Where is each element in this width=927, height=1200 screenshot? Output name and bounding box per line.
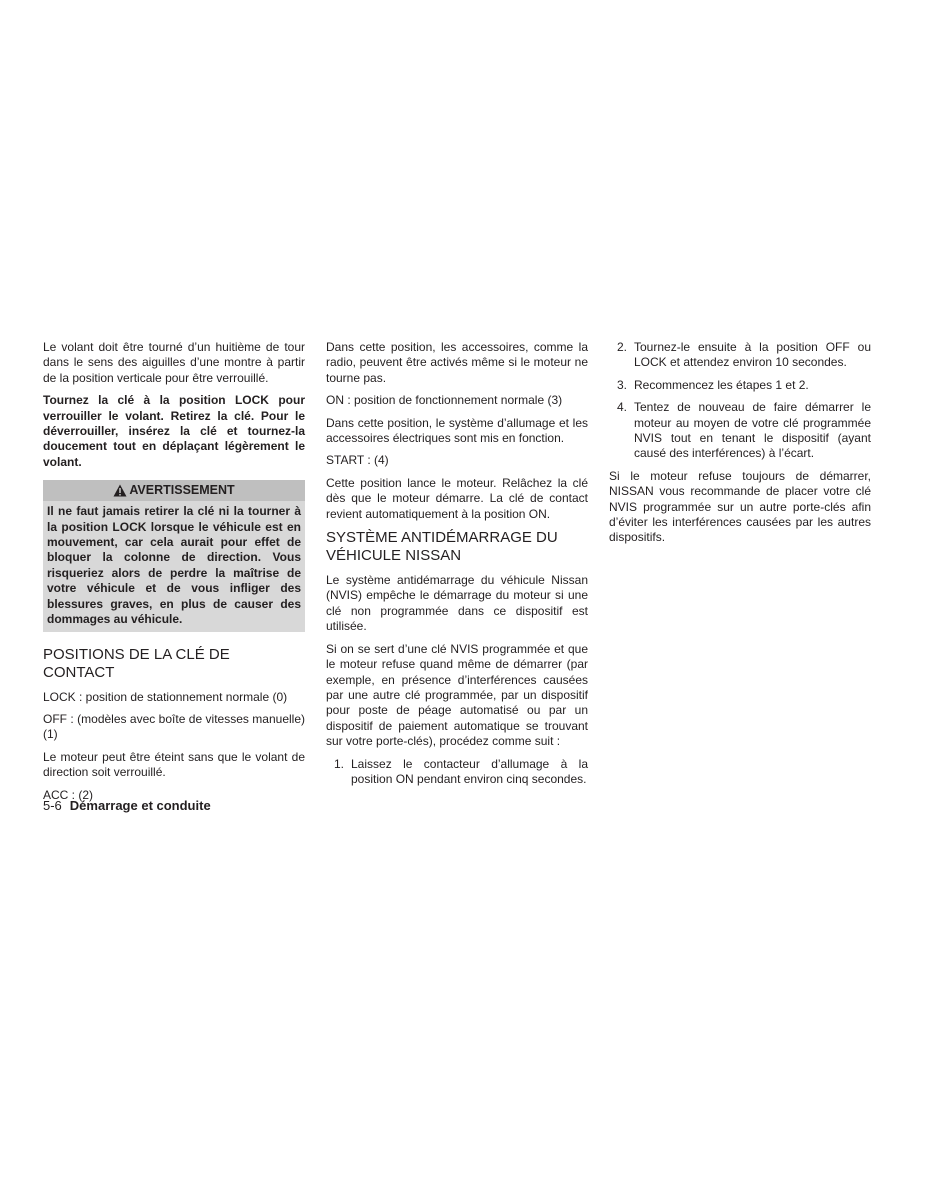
page-number: 5-6 [43, 798, 62, 813]
warning-box [43, 480, 305, 631]
paragraph: Le volant doit être tourné d’un huitième de tour dans le sens des aiguilles d’une montre à partir de la position verticale pour être verrouillé. [43, 340, 305, 385]
step-number: 3. [617, 377, 628, 392]
paragraph: Dans cette position, les accessoires, comme la radio, peuvent être activés même si le moteur ne tourne pas. [326, 340, 588, 385]
paragraph-bold: Tournez la clé à la position LOCK pour verrouiller le volant. Retirez la clé. Pour le déverrouiller, insérez la clé et tournez-la doucement tout en déplaçant légèrement le volant. [43, 393, 305, 469]
warning-triangle-icon [113, 484, 127, 497]
paragraph: ACC : (2) [43, 787, 94, 802]
warning-title: AVERTISSEMENT [129, 483, 235, 498]
paragraph: Le moteur peut être éteint sans que le volant de direction soit verrouillé. [43, 749, 305, 780]
column-left [43, 340, 305, 810]
step-number: 4. [617, 400, 628, 415]
section-title: Démarrage et conduite [69, 798, 211, 813]
step-text: Tournez-le ensuite à la position OFF ou LOCK et attendez environ 10 secondes. [634, 340, 871, 370]
warning-text: Il ne faut jamais retirer la clé ni la tourner à la position LOCK lorsque le véhicule est en mouvement, car cela aurait pour effet de bloquer la colonne de direction. Vous risqueriez alors de perdre la maîtrise de votre véhicule et de vous infliger des blessures graves, en plus de causer des dommages au véhicule. [47, 504, 301, 627]
step-number: 2. [617, 340, 628, 354]
page-footer [43, 798, 211, 814]
paragraph: LOCK : position de stationnement normale (0) [43, 689, 288, 704]
step-text: Tentez de nouveau de faire démarrer le moteur au moyen de votre clé programmée NVIS tout en tenant le dispositif (ayant causé des interférences) à l’écart. [634, 400, 871, 461]
paragraph: OFF : (modèles avec boîte de vitesses manuelle) (1) [43, 711, 305, 742]
section-heading: POSITIONS DE LA CLÉ DE CONTACT [43, 645, 230, 681]
paragraph: Si le moteur refuse toujours de démarrer, NISSAN vous recommande de placer votre clé NVIS programmée sur un autre porte-clés afin d’éviter les interférences causées par les autres dispositifs. [609, 468, 871, 545]
steps-list [326, 757, 588, 788]
list-item [326, 757, 588, 788]
column-right [609, 340, 871, 553]
paragraph: Cette position lance le moteur. Relâchez la clé dès que le moteur démarre. La clé de contact revient automatiquement à la position ON. [326, 475, 588, 521]
paragraph: Dans cette position, le système d’allumage et les accessoires électriques sont mis en fonction. [326, 415, 588, 446]
step-text: Laissez le contacteur d’allumage à la position ON pendant environ cinq secondes. [351, 756, 588, 786]
paragraph: Si on se sert d’une clé NVIS programmée et que le moteur refuse quand même de démarrer (par exemple, en présence d’interférences causées par une autre clé programmée, par un dispositif pour poste de péage automatisé ou par un dispositif de paiement automatique se trouvant sur votre porte-clés), procédez comme suit : [326, 641, 588, 749]
paragraph: Le système antidémarrage du véhicule Nissan (NVIS) empêche le démarrage du moteur si une clé non programmée dans ce dispositif est utilisée. [326, 573, 588, 634]
list-item [609, 378, 871, 393]
list-item [609, 400, 871, 462]
warning-header [43, 480, 305, 501]
list-item [609, 340, 871, 371]
step-number: 1. [334, 756, 345, 771]
paragraph: START : (4) [326, 453, 389, 468]
section-heading: SYSTÈME ANTIDÉMARRAGE DU VÉHICULE NISSAN [326, 529, 558, 565]
step-text: Recommencez les étapes 1 et 2. [634, 377, 809, 392]
steps-list [609, 340, 871, 462]
paragraph: ON : position de fonctionnement normale (3) [326, 393, 563, 408]
column-middle [326, 340, 588, 794]
